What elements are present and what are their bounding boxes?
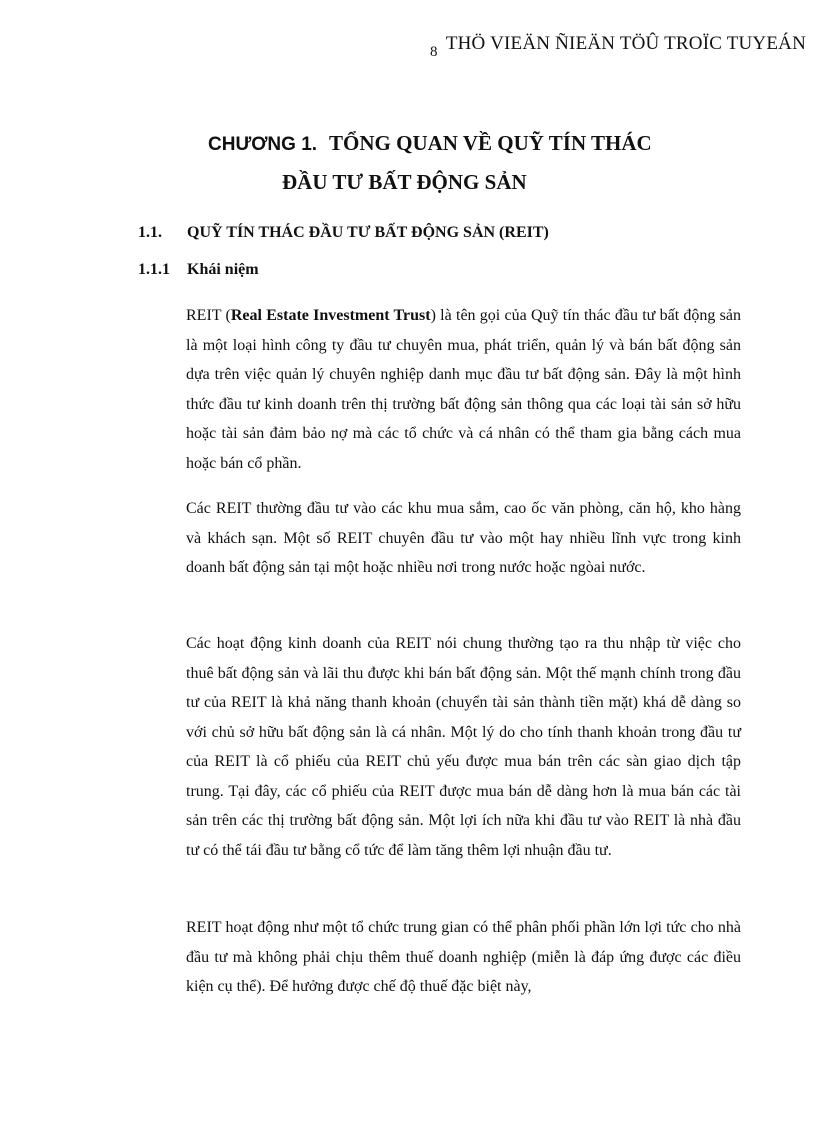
section-number: 1.1.: [138, 224, 162, 241]
chapter-number: CHƯƠNG 1.: [208, 134, 318, 155]
section-heading-1-1-1: [138, 261, 259, 279]
chapter-heading: [208, 131, 652, 156]
chapter-title-line1: TỔNG QUAN VỀ QUỸ TÍN THÁC: [329, 131, 652, 155]
paragraph-rest: ) là tên gọi của Quỹ tín thác đầu tư bất động sản là một loại hình công ty đầu tư chuyên mua, phát triển, quản lý và bán bất động sản dựa trên việc quản lý chuyên nghiệp danh mục đầu tư bất động sản. Đây là một hình thức đầu tư kinh doanh trên thị trường bất động sản thông qua các loại tài sản sở hữu hoặc tài sản đảm bảo nợ mà các tổ chức và cá nhân có thể tham gia bằng cách mua hoặc bán cổ phần.: [186, 307, 741, 472]
paragraph-investment-areas: Các REIT thường đầu tư vào các khu mua sắm, cao ốc văn phòng, căn hộ, kho hàng và khách sạn. Một số REIT chuyên đầu tư vào một hay nhiều lĩnh vực trong kinh doanh bất động sản tại một hoặc nhiều nơi trong nước hoặc ngòai nước.: [186, 500, 741, 576]
paragraph-definition: [186, 301, 741, 478]
paragraph-prefix: REIT (: [186, 307, 231, 324]
subsection-number: 1.1.1: [138, 261, 170, 278]
bold-term: Real Estate Investment Trust: [230, 307, 431, 324]
paragraph-intermediary: REIT hoạt động như một tổ chức trung gian có thể phân phối phần lớn lợi tức cho nhà đầu tư mà không phải chịu thêm thuế doanh nghiệp (miễn là đáp ứng được các điều kiện cụ thể). Để hưởng được chế độ thuế đặc biệt này,: [186, 919, 741, 995]
section-heading-1-1: [138, 224, 549, 242]
section-title: QUỸ TÍN THÁC ĐẦU TƯ BẤT ĐỘNG SẢN (REIT): [187, 224, 549, 241]
header-site-title: THÖ VIEÄN ÑIEÄN TÖÛ TROÏC TUYEÁN: [445, 33, 806, 54]
chapter-title-line2: ĐẦU TƯ BẤT ĐỘNG SẢN: [282, 170, 527, 194]
paragraph-liquidity: Các hoạt động kinh doanh của REIT nói chung thường tạo ra thu nhập từ việc cho thuê bất động sản và lãi thu được khi bán bất động sản. Một thế mạnh chính trong đầu tư của REIT là khả năng thanh khoản (chuyển tài sản thành tiền mặt) khá dễ dàng so với chủ sở hữu bất động sản là cá nhân. Một lý do cho tính thanh khoản trong đầu tư của REIT là cổ phiếu của REIT chủ yếu được mua bán trên các sàn giao dịch tập trung. Tại đây, các cổ phiếu của REIT được mua bán dễ dàng hơn là mua bán các tài sản trên các thị trường bất động sản. Một lợi ích nữa khi đầu tư vào REIT là nhà đầu tư có thể tái đầu tư bằng cổ tức để làm tăng thêm lợi nhuận đầu tư.: [186, 635, 741, 859]
page-number: 8: [430, 44, 438, 60]
subsection-title: Khái niệm: [187, 261, 259, 278]
